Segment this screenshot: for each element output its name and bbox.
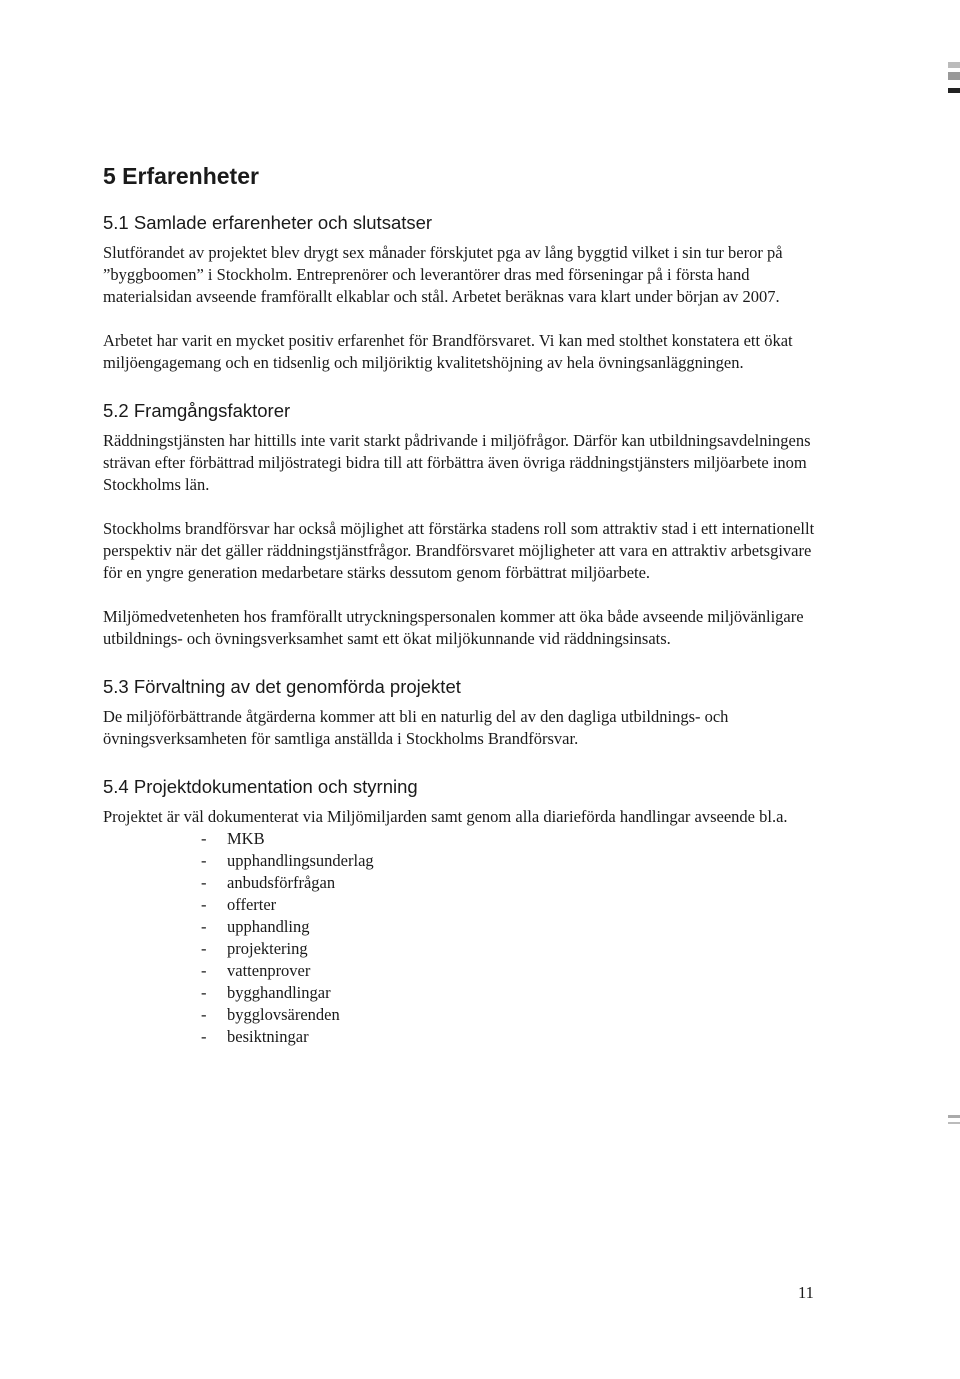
documentation-list xyxy=(103,828,823,1048)
scan-mark xyxy=(948,1115,960,1118)
paragraph: Stockholms brandförsvar har också möjlighet att förstärka stadens roll som attraktiv stad i ett internationellt perspektiv när det gäller räddningstjänstfrågor. Brandförsvaret möjligheter att vara en attraktiv arbetsgivare för en yngre generation medarbetare stärks dessutom genom förbättrat miljöarbete. xyxy=(103,519,815,582)
list-item: - upphandlingsunderlag xyxy=(201,850,823,872)
section-heading: 5.2 Framgångsfaktorer xyxy=(103,400,291,421)
page-number: 11 xyxy=(798,1283,814,1302)
scan-mark xyxy=(948,62,960,68)
list-item: - bygglovsärenden xyxy=(201,1004,823,1026)
paragraph: De miljöförbättrande åtgärderna kommer att bli en naturlig del av den dagliga utbildnings- och övningsverksamheten för samtliga anställda i Stockholms Brandförsvar. xyxy=(103,707,729,748)
list-item: - MKB xyxy=(201,828,823,850)
paragraph: Arbetet har varit en mycket positiv erfarenhet för Brandförsvaret. Vi kan med stolthet konstatera ett ökat miljöengagemang och en tidsenlig och miljöriktig kvalitetshöjning av hela övningsanläggningen. xyxy=(103,331,793,372)
paragraph: Miljömedvetenheten hos framförallt utryckningspersonalen kommer att öka både avseende miljövänligare utbildnings- och övningsverksamhet samt ett ökat miljökunnande vid räddningsinsats. xyxy=(103,607,804,648)
list-item: - anbudsförfrågan xyxy=(201,872,823,894)
list-item: - upphandling xyxy=(201,916,823,938)
list-item: - vattenprover xyxy=(201,960,823,982)
list-item: - besiktningar xyxy=(201,1026,823,1048)
list-item: - bygghandlingar xyxy=(201,982,823,1004)
section-5-2 xyxy=(103,396,823,650)
section-5-4 xyxy=(103,772,823,1048)
section-5-3 xyxy=(103,672,823,750)
paragraph: Projektet är väl dokumenterat via Miljömiljarden samt genom alla diarieförda handlingar avseende bl.a. xyxy=(103,807,788,826)
section-5-1 xyxy=(103,208,823,374)
paragraph: Slutförandet av projektet blev drygt sex månader förskjutet pga av lång byggtid vilket i sin tur beror på ”byggboomen” i Stockholm. Entreprenörer och leverantörer dras med förseningar på i första hand materialsidan avseende framförallt elkablar och stål. Arbetet beräknas vara klart under början av 2007. xyxy=(103,243,783,306)
chapter-title: 5 Erfarenheter xyxy=(103,163,259,189)
list-item: - projektering xyxy=(201,938,823,960)
section-heading: 5.1 Samlade erfarenheter och slutsatser xyxy=(103,212,433,233)
scan-mark xyxy=(948,72,960,80)
document-page xyxy=(103,160,823,1048)
scan-mark xyxy=(948,88,960,93)
section-heading: 5.3 Förvaltning av det genomförda projektet xyxy=(103,676,461,697)
paragraph: Räddningstjänsten har hittills inte varit starkt pådrivande i miljöfrågor. Därför kan utbildningsavdelningens strävan efter förbättrad miljöstrategi bidra till att förbättra även övriga räddningstjänsters miljöarbete inom Stockholms län. xyxy=(103,431,811,494)
scan-mark xyxy=(948,1122,960,1124)
list-item: - offerter xyxy=(201,894,823,916)
scan-edge-artifact xyxy=(946,0,960,1379)
section-heading: 5.4 Projektdokumentation och styrning xyxy=(103,776,418,797)
